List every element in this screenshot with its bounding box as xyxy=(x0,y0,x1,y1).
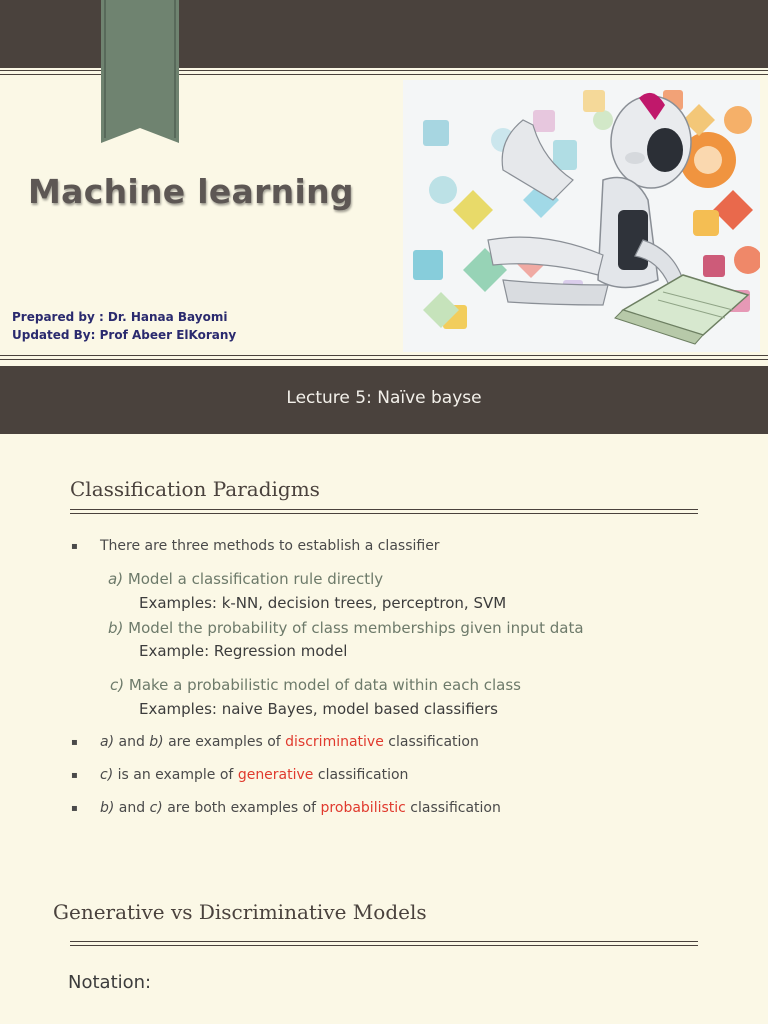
method-a: a) Model a classification rule directly xyxy=(108,570,384,588)
notation-heading: Notation: xyxy=(68,972,152,993)
title-underline xyxy=(70,941,698,946)
bullet-marker: ▪ xyxy=(71,541,78,552)
prepared-by: Prepared by : Dr. Hanaa Bayomi xyxy=(12,310,228,324)
robot-reading-illustration xyxy=(403,80,760,352)
method-c: c) Make a probabilistic model of data within each class xyxy=(110,676,521,694)
bullet-marker: ▪ xyxy=(71,770,78,781)
bottom-double-rule xyxy=(0,355,768,360)
method-c-example: Examples: naive Bayes, model based classifiers xyxy=(139,700,498,718)
summary-probabilistic: b) and c) are both examples of probabilistic classification xyxy=(100,800,501,816)
summary-discriminative: a) and b) are examples of discriminative classification xyxy=(100,734,479,750)
bookmark-ribbon xyxy=(101,0,179,143)
summary-generative: c) is an example of generative classification xyxy=(100,767,409,783)
title-underline xyxy=(70,509,698,514)
bullet-marker: ▪ xyxy=(71,737,78,748)
bullet-marker: ▪ xyxy=(71,803,78,814)
method-b-example: Example: Regression model xyxy=(139,642,348,660)
method-a-example: Examples: k-NN, decision trees, perceptron, SVM xyxy=(139,594,507,612)
presentation-title: Machine learning xyxy=(28,172,354,211)
method-b: b) Model the probability of class memberships given input data xyxy=(108,619,584,637)
intro-bullet: There are three methods to establish a classifier xyxy=(100,538,440,554)
lecture-subtitle: Lecture 5: Naïve bayse xyxy=(286,388,482,408)
updated-by: Updated By: Prof Abeer ElKorany xyxy=(12,328,237,342)
slide-title-generative-vs-discriminative: Generative vs Discriminative Models xyxy=(53,900,427,924)
slide-title-classification-paradigms: Classification Paradigms xyxy=(70,477,320,501)
author-credits xyxy=(12,308,236,344)
